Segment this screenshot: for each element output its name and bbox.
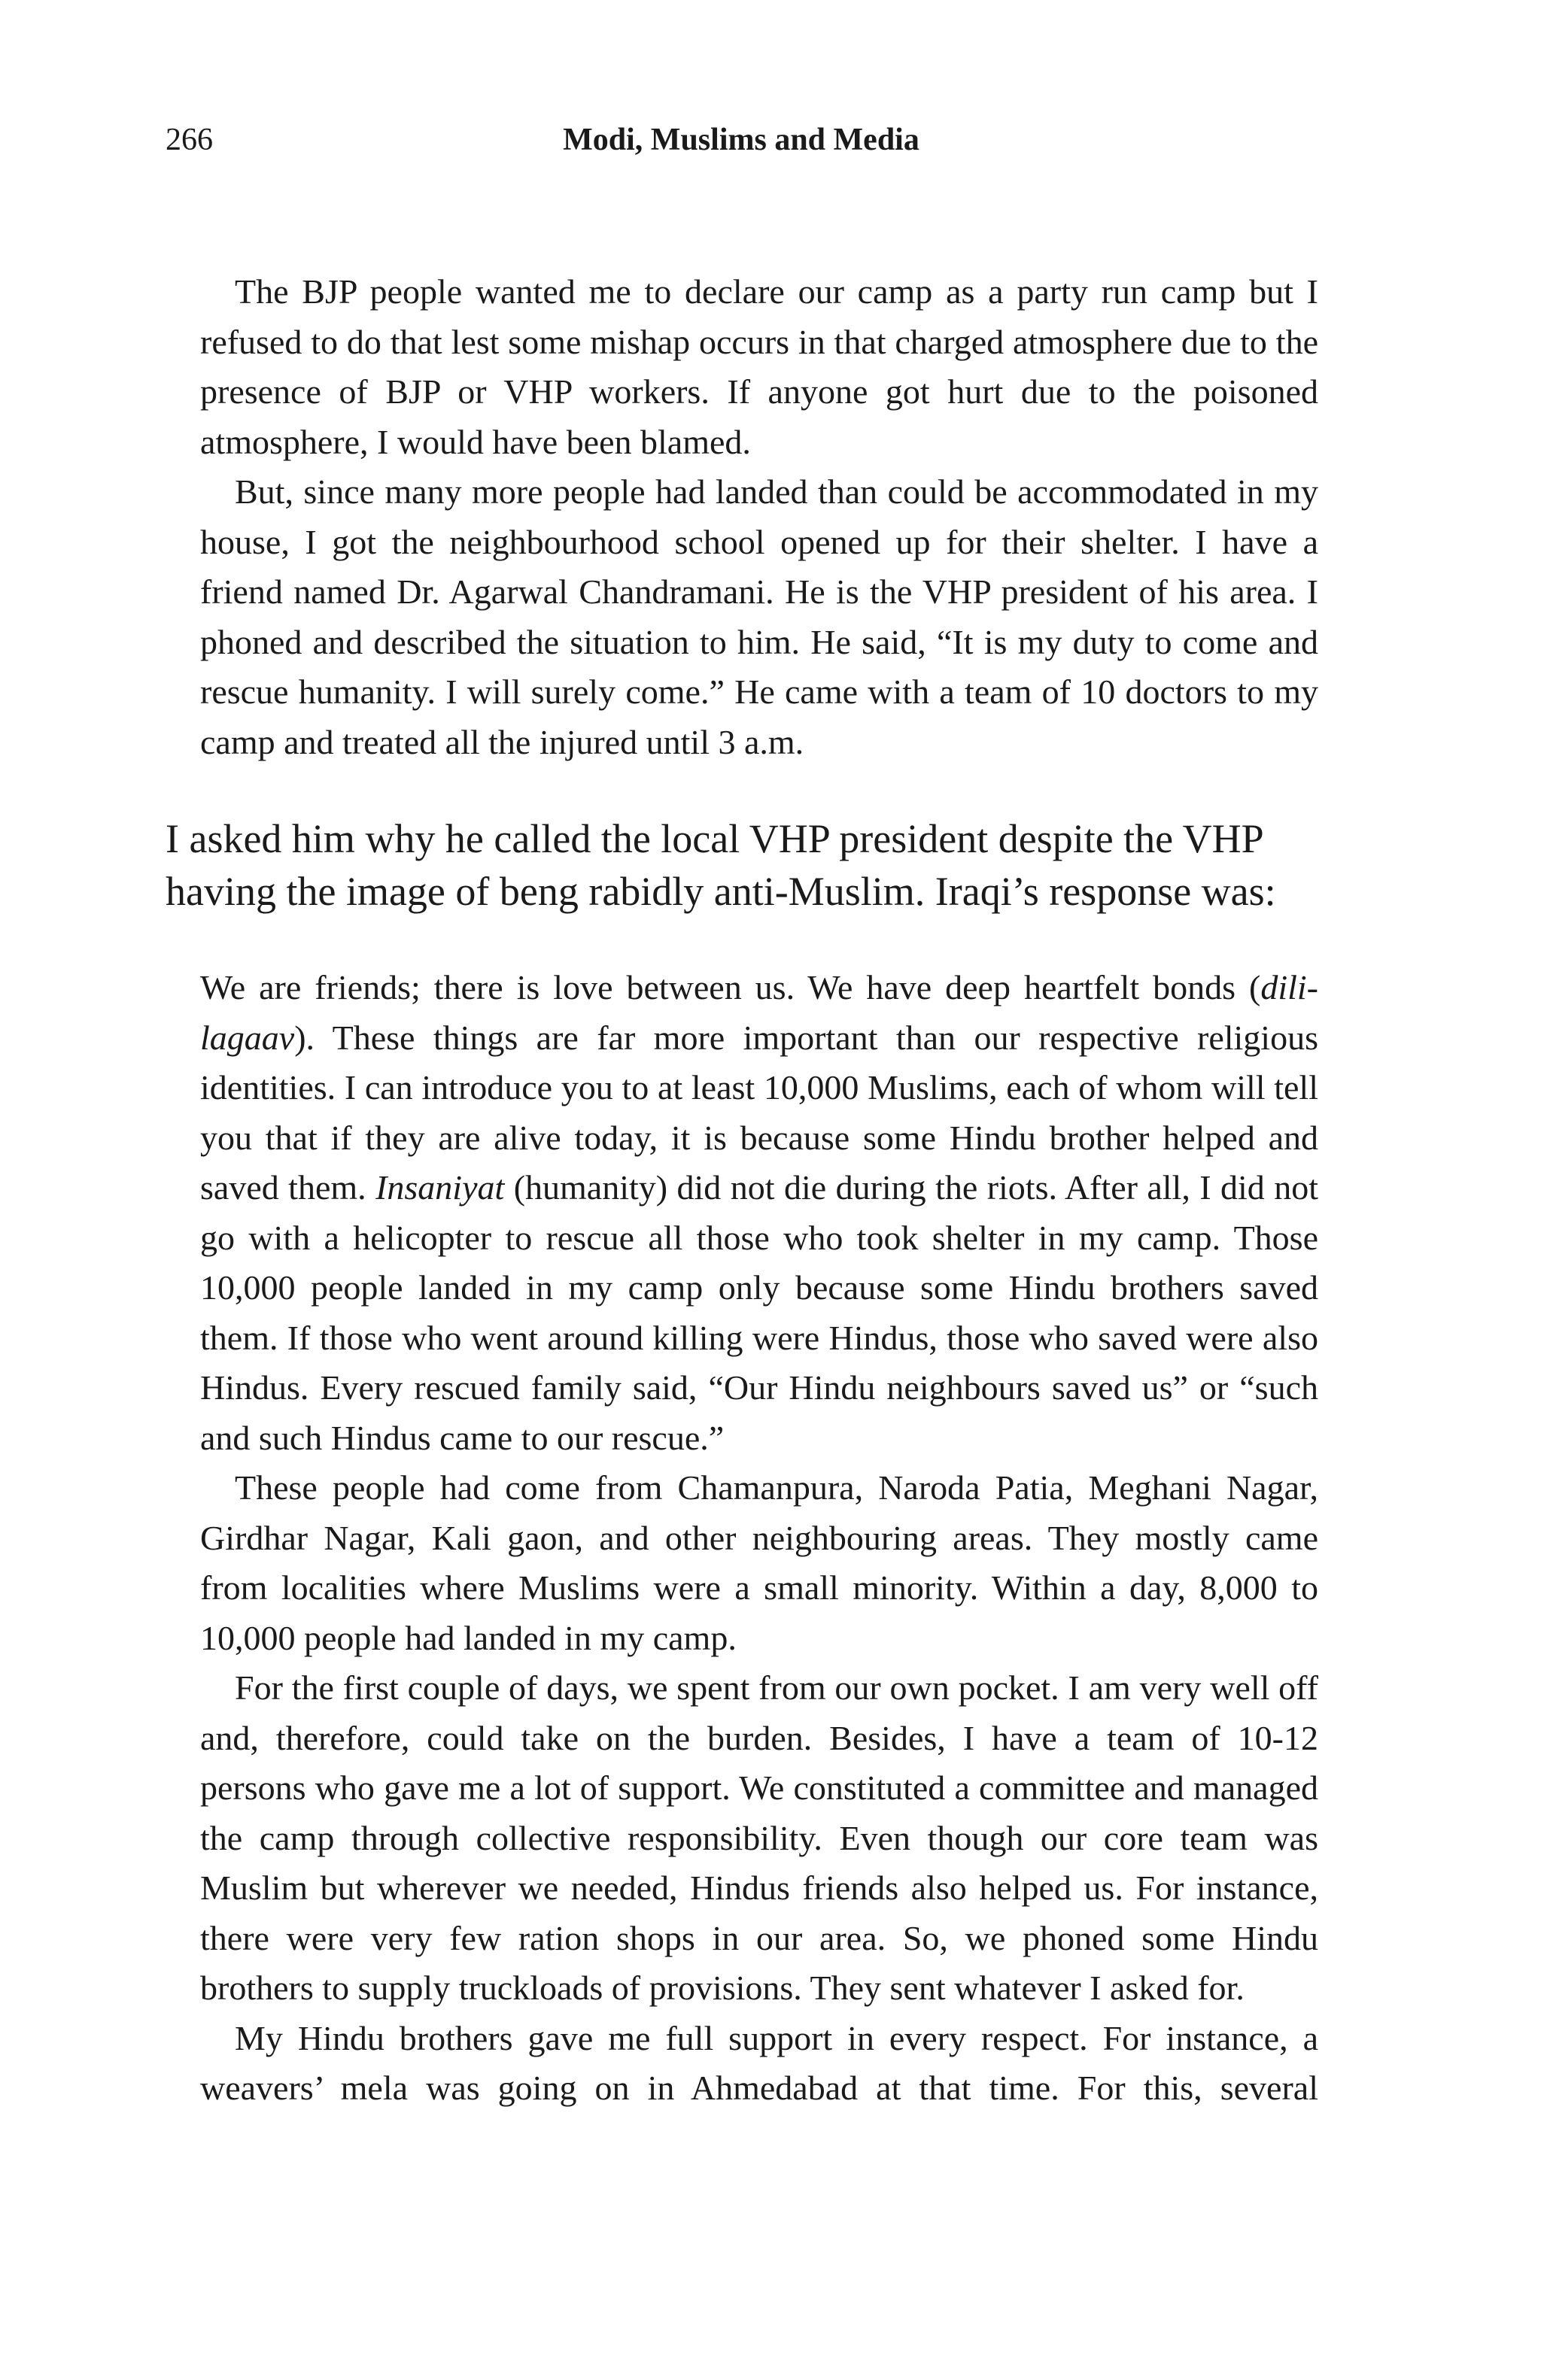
narration-paragraph: I asked him why he called the local VHP president despite the VHP having the image of beng rabidly anti-Muslim. Iraqi’s response was:	[166, 816, 1276, 914]
quote-paragraph: These people had come from Chamanpura, Naroda Patia, Meghani Nagar, Girdhar Nagar, Kali gaon, and other neighbouring areas. They mostly came from localities where Muslims were a small minority. Within a day, 8,000 to 10,000 people had landed in my camp.	[200, 1468, 1318, 1657]
page-number: 266	[166, 123, 213, 157]
quote-paragraph	[200, 963, 1318, 1463]
italic-term: dili-lagaav	[200, 968, 1318, 1057]
text-run: (humanity) did not die during the riots. After all, I did not go with a helicopter to rescue all those who took shelter in my camp. Those 10,000 people landed in my camp only because some Hindu brothers saved them. If those who went around killing were Hindus, those who saved were also Hindus. Every rescued family said, “Our Hindu neighbours saved us” or “such and such Hindus came to our rescue.”	[200, 1168, 1318, 1457]
indented-quote-top	[200, 267, 1318, 767]
text-run: We are friends; there is love between us. We have deep heartfelt bonds (	[200, 968, 1261, 1006]
text-run: ). These things are far more important than our respective religious identities. I can introduce you to at least 10,000 Muslims, each of whom will tell you that if they are alive today, it is because some Hindu brother helped and saved them.	[200, 1018, 1318, 1207]
italic-term: Insaniyat	[375, 1168, 505, 1207]
quote-paragraph: My Hindu brothers gave me full support in every respect. For instance, a weavers’ mela was going on in Ahmedabad at that time. For this, several	[200, 2018, 1318, 2107]
indented-quote-bottom	[200, 963, 1318, 2114]
quote-paragraph: The BJP people wanted me to declare our camp as a party run camp but I refused to do that lest some mishap occurs in that charged atmosphere due to the presence of BJP or VHP workers. If anyone got hurt due to the poisoned atmosphere, I would have been blamed.	[200, 272, 1318, 461]
running-title: Modi, Muslims and Media	[563, 123, 919, 157]
page-header	[166, 120, 1317, 165]
quote-paragraph: For the first couple of days, we spent from our own pocket. I am very well off and, therefore, could take on the burden. Besides, I have a team of 10-12 persons who gave me a lot of support. We constituted a committee and managed the camp through collective responsibility. Even though our core team was Muslim but wherever we needed, Hindus friends also helped us. For instance, there were very few ration shops in our area. So, we phoned some Hindu brothers to supply truckloads of provisions. They sent whatever I asked for.	[200, 1668, 1318, 2007]
quote-paragraph: But, since many more people had landed than could be accommodated in my house, I got the neighbourhood school opened up for their shelter. I have a friend named Dr. Agarwal Chandramani. He is the VHP president of his area. I phoned and described the situation to him. He said, “It is my duty to come and rescue humanity. I will surely come.” He came with a team of 10 doctors to my camp and treated all the injured until 3 a.m.	[200, 472, 1318, 761]
